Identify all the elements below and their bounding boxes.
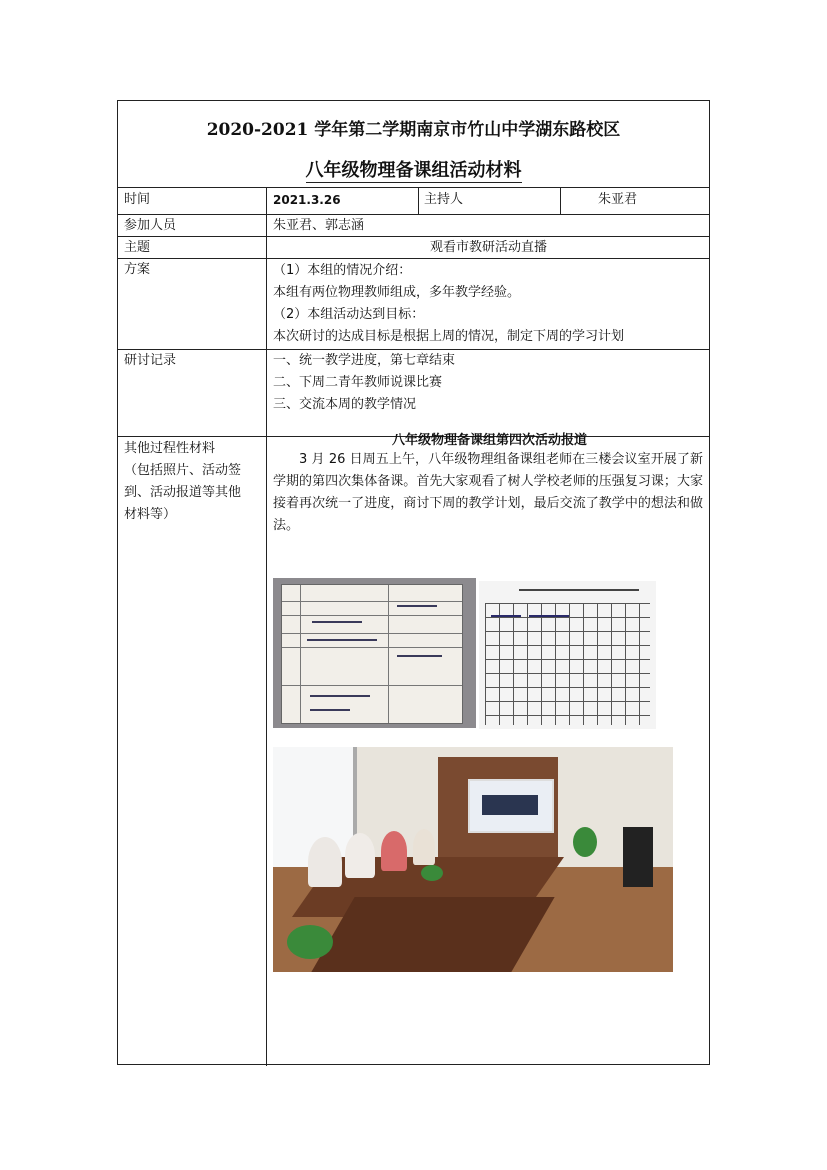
participants-label: 参加人员 — [124, 218, 177, 233]
record-label: 研讨记录 — [124, 353, 177, 368]
other-label-line: （包括照片、活动签 — [124, 463, 242, 478]
plan-line: （1）本组的情况介绍： — [273, 263, 412, 278]
attendance-grid-photo — [479, 581, 656, 729]
other-materials-label — [124, 438, 264, 526]
column-divider — [266, 187, 267, 1066]
document-title: 2020-2021 学年第二学期南京市竹山中学湖东路校区 — [206, 120, 621, 140]
participants-value: 朱亚君、郭志涵 — [273, 218, 365, 233]
document-subtitle — [118, 156, 709, 182]
row-divider — [118, 187, 709, 188]
meeting-room-photo — [273, 747, 673, 972]
column-divider — [418, 187, 419, 214]
report-title: 八年级物理备课组第四次活动报道 — [391, 433, 587, 448]
plan-line: 本组有两位物理教师组成，多年教学经验。 — [273, 285, 521, 300]
other-label-line: 材料等） — [124, 507, 177, 522]
record-line: 二、下周二青年教师说课比赛 — [273, 375, 443, 390]
other-label-line: 其他过程性材料 — [124, 441, 216, 456]
column-divider — [560, 187, 561, 214]
activity-record-table — [117, 100, 710, 1065]
row-divider — [118, 214, 709, 215]
plan-line: 本次研讨的达成目标是根据上周的情况，制定下周的学习计划 — [273, 329, 625, 344]
host-label: 主持人 — [424, 192, 464, 207]
row-divider — [118, 236, 709, 237]
plan-line: （2）本组活动达到目标： — [273, 307, 425, 322]
row-divider — [118, 349, 709, 350]
other-label-line: 到、活动报道等其他 — [124, 485, 242, 500]
record-line: 三、交流本周的教学情况 — [273, 397, 417, 412]
topic-value: 观看市教研活动直播 — [429, 240, 547, 255]
sign-in-sheet-photo — [273, 578, 476, 728]
report-body: 3 月 26 日周五上午，八年级物理组备课组老师在三楼会议室开展了新学期的第四次集体备课。首先大家观看了树人学校老师的压强复习课；大家接着再次统一了进度，商讨下周的教学计划，最后交流了教学中的想法和做法。 — [273, 452, 703, 533]
time-value: 2021.3.26 — [273, 193, 341, 207]
host-value: 朱亚君 — [598, 192, 638, 207]
subtitle-text: 八年级物理备课组活动材料 — [305, 160, 522, 181]
topic-label: 主题 — [124, 240, 151, 255]
plan-label: 方案 — [124, 262, 151, 277]
time-label: 时间 — [124, 192, 151, 207]
row-divider — [118, 258, 709, 259]
record-line: 一、统一教学进度，第七章结束 — [273, 353, 456, 368]
